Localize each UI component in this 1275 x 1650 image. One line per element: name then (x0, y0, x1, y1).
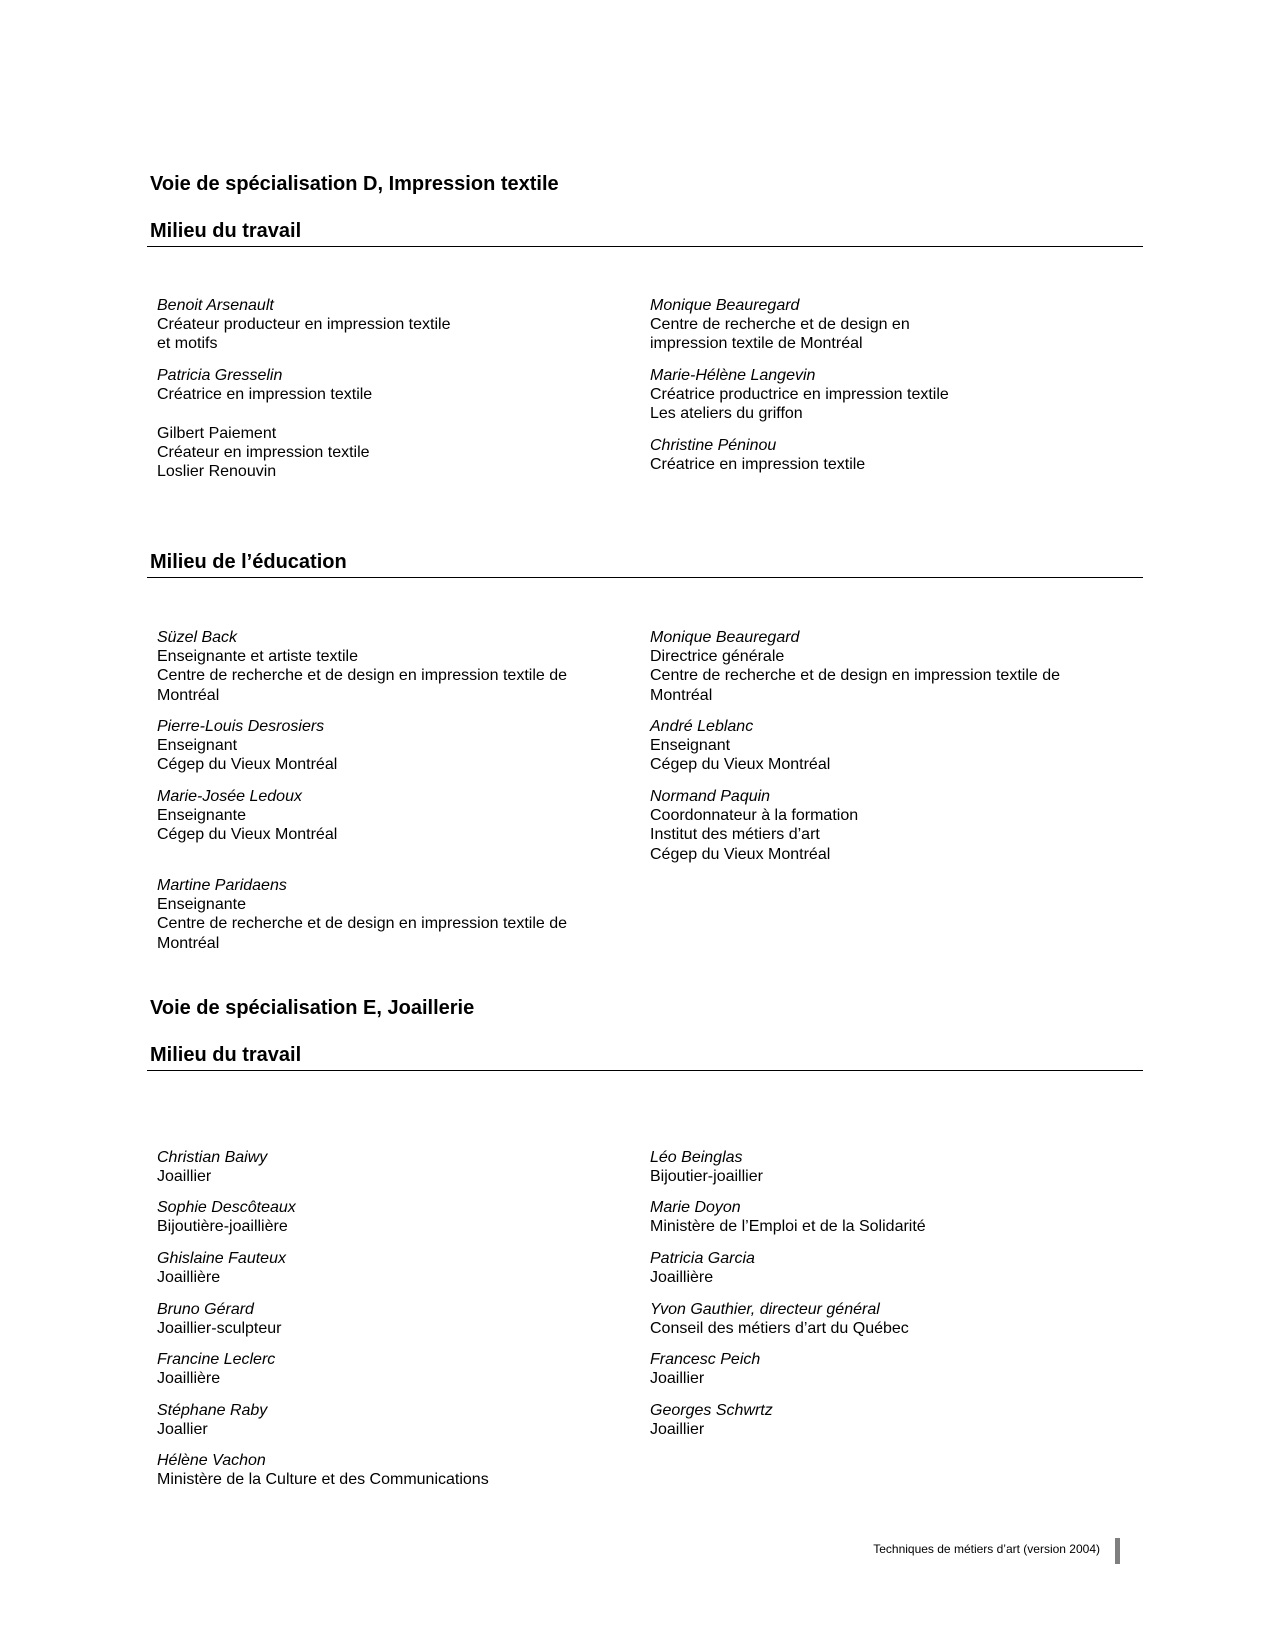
contact-entry (157, 1198, 617, 1236)
contact-name: Patricia Garcia (650, 1250, 755, 1267)
contact-entry (157, 1148, 617, 1186)
heading-milieu-education-d: Milieu de l’éducation (150, 551, 347, 573)
contact-detail: Joaillière (157, 1370, 221, 1388)
contact-detail: Coordonnateur à la formation (650, 807, 859, 825)
contact-detail: Centre de recherche et de design en impression textile de (650, 667, 1061, 685)
heading-milieu-travail-e: Milieu du travail (150, 1044, 302, 1066)
contact-detail: Directrice générale (650, 648, 785, 666)
heading-milieu-travail-d: Milieu du travail (150, 220, 302, 242)
contact-entry (157, 1350, 617, 1388)
footer-bar (1115, 1538, 1120, 1564)
contact-name: Stéphane Raby (157, 1402, 268, 1419)
contact-detail: Ministère de la Culture et des Communications (157, 1471, 489, 1489)
contact-detail: Joaillière (650, 1269, 714, 1287)
contact-detail: Enseignante et artiste textile (157, 648, 359, 666)
contact-entry (157, 1249, 617, 1287)
contact-entry (157, 296, 617, 354)
contact-entry (157, 424, 617, 482)
contact-detail: Enseignante (157, 896, 246, 914)
contact-name: Monique Beauregard (650, 297, 800, 314)
contact-name: Léo Beinglas (650, 1149, 743, 1166)
contact-detail: Centre de recherche et de design en impression textile de (157, 667, 568, 685)
contact-detail: Enseignant (157, 737, 238, 755)
contact-entry (157, 717, 617, 775)
contact-detail: Joaillier (157, 1168, 212, 1186)
contact-detail: Joaillière (157, 1269, 221, 1287)
contact-detail: Créateur en impression textile (157, 444, 370, 462)
contact-entry (650, 628, 1110, 705)
contact-entry (650, 787, 1110, 864)
contact-detail: Institut des métiers d’art (650, 826, 820, 844)
contact-detail: Cégep du Vieux Montréal (157, 826, 338, 844)
contact-detail: Créatrice productrice en impression textile (650, 386, 949, 404)
contact-detail: Gilbert Paiement (157, 425, 277, 442)
contact-name: Ghislaine Fauteux (157, 1250, 286, 1267)
contact-detail: Centre de recherche et de design en (650, 316, 910, 334)
contact-entry (157, 1401, 617, 1439)
contact-detail: Créatrice en impression textile (157, 386, 373, 404)
contact-detail: Enseignant (650, 737, 731, 755)
contact-name: Christine Péninou (650, 437, 777, 454)
contact-detail: Joaillier (650, 1370, 705, 1388)
contact-detail: Bijoutier-joaillier (650, 1168, 763, 1186)
contact-name: Monique Beauregard (650, 629, 800, 646)
contact-detail: Montréal (157, 934, 220, 952)
contact-detail: impression textile de Montréal (650, 335, 863, 353)
contact-name: Hélène Vachon (157, 1452, 266, 1469)
contact-name: Christian Baiwy (157, 1149, 268, 1166)
contact-name: André Leblanc (650, 718, 754, 735)
contact-name: Patricia Gresselin (157, 367, 283, 384)
contact-entry (157, 366, 617, 404)
heading-rule (147, 246, 1143, 247)
contact-detail: Joaillier (650, 1421, 705, 1439)
contact-name: Süzel Back (157, 629, 238, 646)
contact-detail: et motifs (157, 335, 218, 353)
contact-detail: Joallier (157, 1421, 208, 1439)
contact-name: Martine Paridaens (157, 877, 287, 894)
contact-entry (650, 1300, 1110, 1338)
contact-entry (650, 1350, 1110, 1388)
contact-detail: Créateur producteur en impression textile (157, 316, 451, 334)
section-title-voie-d: Voie de spécialisation D, Impression textile (150, 173, 559, 195)
contact-detail: Bijoutière-joaillière (157, 1218, 288, 1236)
contact-detail: Montréal (157, 686, 220, 704)
contact-detail: Cégep du Vieux Montréal (650, 845, 831, 863)
contact-detail: Loslier Renouvin (157, 463, 277, 481)
section-title-voie-e: Voie de spécialisation E, Joaillerie (150, 997, 475, 1019)
contact-entry (650, 296, 1110, 354)
contact-name: Francesc Peich (650, 1351, 761, 1368)
contact-entry (650, 717, 1110, 775)
contact-detail: Ministère de l’Emploi et de la Solidarité (650, 1218, 926, 1236)
contact-entry (650, 1401, 1110, 1439)
contact-name: Normand Paquin (650, 788, 771, 805)
contact-name: Bruno Gérard (157, 1301, 254, 1318)
contact-entry (650, 366, 1110, 424)
contact-entry (650, 1198, 1110, 1236)
contact-detail: Montréal (650, 686, 713, 704)
contact-name: Marie-Josée Ledoux (157, 788, 302, 805)
contact-detail: Cégep du Vieux Montréal (650, 756, 831, 774)
contact-name: Sophie Descôteaux (157, 1199, 296, 1216)
contact-entry (650, 1148, 1110, 1186)
heading-rule (147, 1070, 1143, 1071)
contact-name: Marie Doyon (650, 1199, 741, 1216)
footer-text: Techniques de métiers d’art (version 2004) (873, 1542, 1100, 1556)
contact-entry (650, 436, 1110, 474)
contact-name: Georges Schwrtz (650, 1402, 773, 1419)
heading-rule (147, 577, 1143, 578)
contact-entry (157, 628, 617, 705)
contact-entry (157, 876, 617, 953)
contact-detail: Enseignante (157, 807, 246, 825)
contact-entry (650, 1249, 1110, 1287)
contact-detail: Centre de recherche et de design en impression textile de (157, 915, 568, 933)
contact-name: Francine Leclerc (157, 1351, 276, 1368)
contact-name: Yvon Gauthier, directeur général (650, 1301, 880, 1318)
contact-name: Marie-Hélène Langevin (650, 367, 816, 384)
contact-name: Benoit Arsenault (157, 297, 274, 314)
contact-entry (157, 1300, 617, 1338)
contact-detail: Cégep du Vieux Montréal (157, 756, 338, 774)
contact-entry (157, 787, 617, 845)
contact-entry (157, 1451, 617, 1489)
contact-detail: Créatrice en impression textile (650, 456, 866, 474)
contact-detail: Joaillier-sculpteur (157, 1320, 282, 1338)
contact-detail: Les ateliers du griffon (650, 405, 803, 423)
contact-detail: Conseil des métiers d’art du Québec (650, 1320, 909, 1338)
contact-name: Pierre-Louis Desrosiers (157, 718, 325, 735)
